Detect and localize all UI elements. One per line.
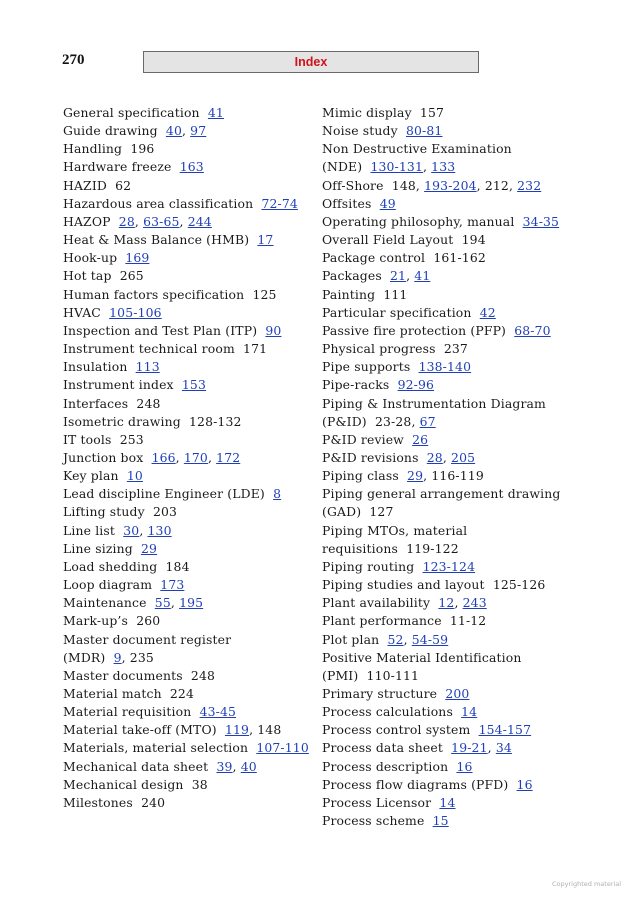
index-entry — [322, 340, 561, 358]
index-entry — [63, 540, 309, 558]
index-term: Hook-up — [63, 250, 118, 266]
index-entry — [322, 195, 561, 213]
index-entry — [63, 485, 309, 503]
page-link[interactable]: 97 — [190, 123, 207, 139]
index-term: HAZID — [63, 177, 107, 193]
index-term: Mechanical data sheet — [63, 758, 209, 774]
index-term-continuation: (MDR) 9, 235 — [63, 649, 154, 665]
index-term: Offsites — [322, 195, 372, 211]
index-entry — [63, 376, 309, 394]
page-link[interactable]: 173 — [160, 577, 185, 593]
page-reference: 111 — [383, 286, 408, 302]
index-entry — [322, 758, 561, 776]
page-link[interactable]: 205 — [451, 449, 476, 465]
index-entry — [63, 631, 309, 667]
index-term: Piping class — [322, 468, 399, 484]
index-term: Process control system — [322, 722, 471, 738]
page-reference: 240 — [141, 794, 166, 810]
page-reference: 260 — [136, 613, 161, 629]
index-term-continuation — [322, 540, 561, 558]
page-reference: 253 — [119, 431, 144, 447]
index-entry — [63, 794, 309, 812]
index-term: Process scheme — [322, 813, 425, 829]
page-link[interactable]: 16 — [516, 776, 533, 792]
page-reference: 194 — [461, 232, 486, 248]
index-entry — [63, 576, 309, 594]
index-term: HVAC — [63, 304, 101, 320]
index-term: Insulation — [63, 359, 128, 375]
section-header — [143, 51, 479, 73]
page-reference: 110-111 — [366, 667, 420, 683]
index-entry — [322, 812, 561, 830]
page-link[interactable]: 40 — [165, 123, 182, 139]
page-link[interactable]: 28 — [426, 449, 443, 465]
page-link[interactable]: 72-74 — [261, 195, 298, 211]
page-link[interactable]: 107-110 — [256, 740, 309, 756]
index-term-continuation-text: (P&ID) — [322, 413, 367, 429]
page-link[interactable]: 43-45 — [199, 704, 237, 720]
page-reference: 125-126 — [492, 577, 546, 593]
page-link[interactable]: 49 — [379, 195, 396, 211]
page-link[interactable]: 195 — [179, 595, 204, 611]
index-term: Physical progress — [322, 341, 436, 357]
index-entry — [322, 685, 561, 703]
index-term: Packages — [322, 268, 382, 284]
index-entry — [63, 395, 309, 413]
index-entry — [322, 776, 561, 794]
index-term-continuation-text: (NDE) — [322, 159, 363, 175]
index-term-continuation: (P&ID) 23-28, 67 — [322, 413, 436, 429]
index-term: Process calculations — [322, 704, 453, 720]
index-entry — [63, 304, 309, 322]
index-entry — [63, 322, 309, 340]
page-link[interactable]: 19-21 — [451, 740, 488, 756]
page-link[interactable]: 244 — [187, 213, 212, 229]
page-link[interactable]: 193-204 — [424, 177, 477, 193]
index-entry: Plot plan 52, 54-59 — [322, 631, 449, 647]
index-term: General specification — [63, 105, 200, 120]
index-term: Process flow diagrams (PFD) — [322, 776, 509, 792]
index-term: Hot tap — [63, 268, 112, 284]
index-entry — [322, 322, 561, 340]
index-term: Mechanical design — [63, 776, 184, 792]
index-entry — [322, 558, 561, 576]
index-term: Material match — [63, 686, 162, 701]
index-entry — [322, 576, 561, 594]
index-term: Piping routing — [322, 558, 415, 574]
index-entry — [322, 703, 561, 721]
page-link[interactable]: 28 — [118, 213, 135, 229]
page-link[interactable]: 34 — [495, 740, 512, 756]
page-link[interactable]: 55 — [154, 595, 171, 611]
page-reference: 161-162 — [433, 250, 486, 266]
page-link[interactable]: 200 — [445, 686, 470, 701]
index-term: Milestones — [63, 794, 133, 810]
page-link[interactable]: 123-124 — [422, 558, 476, 574]
index-term: Process data sheet — [322, 740, 443, 756]
index-entry: Piping class 29, 116-119 — [322, 468, 484, 484]
index-entry — [63, 358, 309, 376]
page-reference: 127 — [369, 504, 394, 520]
page-link[interactable]: 154-157 — [478, 722, 532, 738]
page-reference: 62 — [115, 177, 132, 193]
index-term: Positive Material Identification — [322, 649, 522, 665]
index-term: Inspection and Test Plan (ITP) — [63, 322, 258, 338]
index-term: Instrument index — [63, 377, 174, 393]
page-link[interactable]: 169 — [125, 250, 150, 266]
page-link[interactable]: 130 — [147, 522, 172, 538]
index-entry — [322, 213, 561, 231]
page-reference: 248 — [136, 395, 161, 411]
page-link[interactable]: 67 — [419, 413, 436, 429]
index-term: HAZOP — [63, 213, 111, 229]
index-entry — [63, 140, 309, 158]
index-entry — [322, 612, 561, 630]
page-link[interactable]: 232 — [517, 177, 542, 193]
index-entry — [63, 158, 309, 176]
index-entry — [63, 685, 309, 703]
index-term: Primary structure — [322, 686, 438, 701]
index-entry: Plant availability 12, 243 — [322, 595, 487, 611]
index-term-continuation — [322, 667, 561, 685]
page-link[interactable]: 34-35 — [522, 213, 560, 229]
index-term: Painting — [322, 286, 376, 302]
page-reference: 125 — [252, 286, 277, 302]
page-link[interactable]: 52 — [387, 631, 404, 647]
page-reference: 116-119 — [431, 468, 484, 484]
index-entry — [63, 286, 309, 304]
page-link[interactable]: 92-96 — [397, 377, 435, 393]
index-entry — [322, 122, 561, 140]
index-entry — [63, 703, 309, 721]
index-term: Material requisition — [63, 704, 192, 720]
index-term: Lead discipline Engineer (LDE) — [63, 486, 265, 502]
index-term: Mimic display — [322, 105, 412, 120]
index-entry — [322, 485, 561, 521]
index-term: Process description — [322, 758, 449, 774]
page-link[interactable]: 133 — [431, 159, 456, 175]
page-reference: 119-122 — [406, 540, 459, 556]
index-entry — [63, 431, 309, 449]
page-link[interactable]: 119 — [224, 722, 250, 738]
index-term: Hazardous area classification — [63, 195, 254, 211]
page-link[interactable]: 30 — [123, 522, 140, 538]
index-term: Master documents — [63, 667, 183, 683]
index-term: Piping MTOs, material — [322, 522, 468, 538]
index-entry — [322, 249, 561, 267]
page-link[interactable]: 14 — [439, 794, 456, 810]
index-entry — [322, 649, 561, 685]
page-reference: 23-28 — [374, 413, 412, 429]
index-entry — [63, 177, 309, 195]
index-entry — [322, 794, 561, 812]
index-term: Junction box — [63, 449, 144, 465]
index-term: Key plan — [63, 468, 119, 484]
page-reference: 148 — [391, 177, 416, 193]
page-reference: 38 — [191, 776, 208, 792]
page-reference: 212 — [484, 177, 509, 193]
index-entry — [322, 431, 561, 449]
page-reference: 171 — [243, 341, 268, 357]
index-entry — [322, 522, 561, 558]
index-entry: Mechanical data sheet 39, 40 — [63, 758, 257, 774]
index-term-continuation-text: (PMI) — [322, 667, 359, 683]
index-entry — [322, 395, 561, 431]
index-term-continuation-text: (GAD) — [322, 504, 362, 520]
page-link[interactable]: 40 — [240, 758, 257, 774]
index-entry — [63, 612, 309, 630]
page-link[interactable]: 21 — [390, 268, 407, 284]
index-term: IT tools — [63, 431, 112, 447]
index-entry: P&ID revisions 28, 205 — [322, 449, 476, 465]
index-entry — [63, 467, 309, 485]
index-term: Line sizing — [63, 540, 133, 556]
index-term: Particular specification — [322, 304, 472, 320]
page-reference: 237 — [443, 341, 468, 357]
index-entry — [322, 231, 561, 249]
index-entry: Process data sheet 19-21, 34 — [322, 740, 512, 756]
index-term: Piping studies and layout — [322, 577, 485, 593]
page-link[interactable]: 80-81 — [405, 123, 443, 139]
page-link[interactable]: 29 — [407, 468, 424, 484]
page-reference: 157 — [419, 105, 445, 120]
page-link[interactable]: 42 — [479, 304, 496, 320]
index-entry — [63, 667, 309, 685]
index-term: Materials, material selection — [63, 740, 249, 756]
page-reference: 248 — [190, 667, 216, 683]
index-entry — [63, 231, 309, 249]
index-term-continuation: (NDE) 130-131, 133 — [322, 159, 456, 175]
index-term: Overall Field Layout — [322, 232, 454, 248]
page-link[interactable]: 41 — [207, 105, 224, 120]
page-link[interactable]: 17 — [257, 232, 274, 248]
index-term: Instrument technical room — [63, 341, 235, 357]
index-entry — [63, 249, 309, 267]
index-term: Pipe-racks — [322, 377, 390, 393]
page-number: 270 — [62, 52, 85, 68]
index-term: Interfaces — [63, 395, 129, 411]
index-term-continuation — [322, 503, 561, 521]
page-link[interactable]: 39 — [216, 758, 233, 774]
index-term: Guide drawing — [63, 123, 158, 139]
index-entry — [322, 376, 561, 394]
page-link[interactable]: 113 — [135, 359, 160, 375]
page-link[interactable]: 138-140 — [418, 359, 472, 375]
index-term: P&ID revisions — [322, 449, 419, 465]
index-entry — [63, 104, 309, 122]
index-entry — [63, 195, 309, 213]
index-term: Process Licensor — [322, 794, 432, 810]
index-entry — [322, 358, 561, 376]
page-link[interactable]: 90 — [265, 322, 282, 338]
index-term: Non Destructive Examination — [322, 141, 512, 157]
index-term: Mark-up’s — [63, 613, 129, 629]
index-entry — [63, 340, 309, 358]
page-link[interactable]: 170 — [183, 449, 208, 465]
section-title: Index — [294, 55, 328, 69]
index-term: Operating philosophy, manual — [322, 213, 515, 229]
page-link[interactable]: 153 — [181, 377, 206, 393]
page-link[interactable]: 172 — [216, 449, 241, 465]
index-entry: Packages 21, 41 — [322, 268, 431, 284]
index-term: Noise study — [322, 123, 398, 139]
index-entry — [322, 104, 561, 122]
page-link[interactable]: 243 — [462, 595, 487, 611]
index-term: Human factors specification — [63, 286, 245, 302]
page-link[interactable]: 14 — [461, 704, 478, 720]
page-link[interactable]: 12 — [438, 595, 455, 611]
index-term-continuation-text: requisitions — [322, 540, 398, 556]
index-term: Handling — [63, 141, 123, 157]
page-link[interactable]: 105-106 — [109, 304, 162, 320]
index-term: Piping general arrangement drawing — [322, 486, 561, 502]
page-link[interactable]: 63-65 — [143, 213, 180, 229]
page-link[interactable]: 26 — [412, 431, 429, 447]
index-entry — [322, 286, 561, 304]
index-term: Heat & Mass Balance (HMB) — [63, 232, 250, 248]
index-entry — [63, 739, 309, 757]
page-reference: 128-132 — [189, 413, 242, 429]
page-link[interactable]: 41 — [414, 268, 431, 284]
index-term: Isometric drawing — [63, 413, 181, 429]
index-column-right — [322, 104, 561, 830]
index-entry — [63, 267, 309, 285]
page-link[interactable]: 16 — [456, 758, 473, 774]
index-term: Piping & Instrumentation Diagram — [322, 395, 546, 411]
index-term: Hardware freeze — [63, 159, 172, 175]
index-term: Maintenance — [63, 595, 147, 611]
page-link[interactable]: 15 — [432, 813, 449, 829]
page-link[interactable]: 10 — [126, 468, 143, 484]
copyright-notice: Copyrighted material — [552, 880, 622, 888]
index-term: P&ID review — [322, 431, 404, 447]
index-term: Off-Shore — [322, 177, 384, 193]
index-term-continuation-text: (MDR) — [63, 649, 106, 665]
index-entry: Guide drawing 40, 97 — [63, 123, 207, 139]
index-entry — [322, 140, 561, 176]
page-reference: 184 — [165, 558, 190, 574]
index-entry — [63, 558, 309, 576]
page-link[interactable]: 166 — [151, 449, 176, 465]
index-entry: Junction box 166, 170, 172 — [63, 449, 241, 465]
index-term: Plot plan — [322, 631, 380, 647]
index-entry — [63, 503, 309, 521]
index-term: Pipe supports — [322, 359, 411, 375]
page-link[interactable]: 163 — [179, 159, 204, 175]
page-link[interactable]: 68-70 — [514, 322, 551, 338]
index-term: Master document register — [63, 631, 232, 647]
page-reference: 235 — [129, 649, 154, 665]
index-term: Material take-off (MTO) — [63, 722, 217, 738]
page-reference: 11-12 — [449, 613, 487, 629]
page-link[interactable]: 130-131 — [370, 159, 423, 175]
page-reference: 196 — [130, 141, 155, 157]
index-term: Loop diagram — [63, 577, 153, 593]
index-term: Lifting study — [63, 504, 145, 520]
index-term: Plant performance — [322, 613, 442, 629]
index-entry: Line list 30, 130 — [63, 522, 172, 538]
index-term: Package control — [322, 250, 426, 266]
page-link[interactable]: 29 — [141, 540, 158, 556]
index-entry — [63, 413, 309, 431]
page-reference: 203 — [152, 504, 178, 520]
page-link[interactable]: 8 — [273, 486, 282, 502]
index-term: Load shedding — [63, 558, 158, 574]
index-term: Passive fire protection (PFP) — [322, 322, 507, 338]
page-link[interactable]: 54-59 — [411, 631, 449, 647]
index-column-left — [63, 104, 309, 812]
page-link[interactable]: 9 — [113, 649, 122, 665]
index-entry: Off-Shore 148, 193-204, 212, 232 — [322, 177, 542, 193]
index-entry: Maintenance 55, 195 — [63, 595, 204, 611]
index-entry: Material take-off (MTO) 119, 148 — [63, 722, 282, 738]
page-reference: 224 — [169, 686, 194, 701]
page-reference: 148 — [257, 722, 282, 738]
index-entry: HAZOP 28, 63-65, 244 — [63, 213, 212, 229]
index-term: Line list — [63, 522, 116, 538]
page-reference: 265 — [119, 268, 144, 284]
index-term: Plant availability — [322, 595, 431, 611]
index-entry — [322, 304, 561, 322]
index-entry — [63, 776, 309, 794]
index-entry — [322, 721, 561, 739]
